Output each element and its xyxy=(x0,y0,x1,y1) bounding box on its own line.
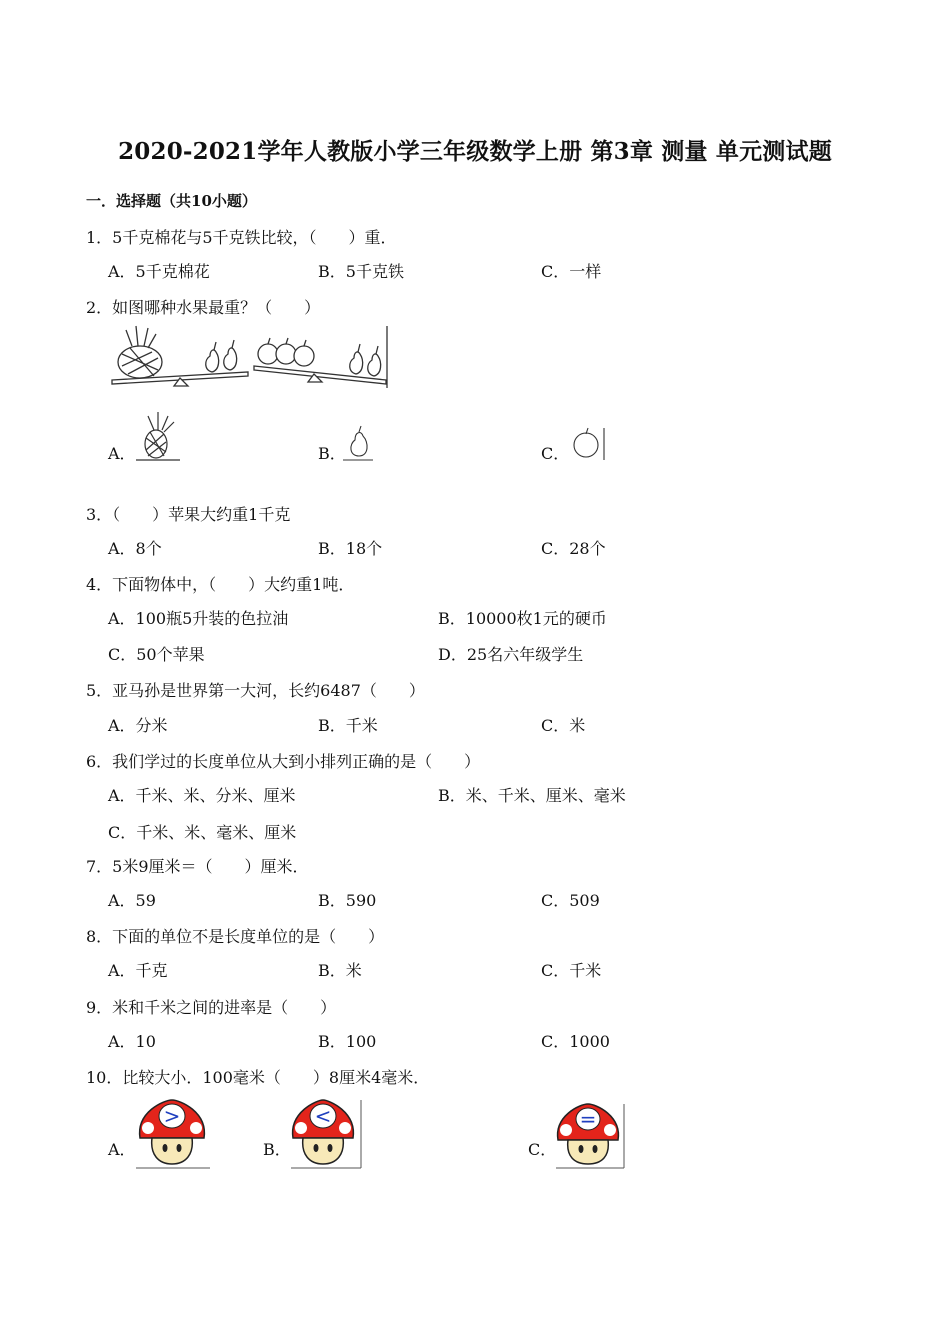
pineapple-icon xyxy=(136,410,182,462)
question-10: 10．比较大小．100毫米（ ）8厘米4毫米． xyxy=(86,1068,430,1087)
mushroom-greater-than-icon xyxy=(134,1098,212,1170)
question-7: 7．5米9厘米＝（ ）厘米． xyxy=(86,857,309,876)
q10-option-c-label: C． xyxy=(528,1140,557,1159)
page-title: 2020-2021学年人教版小学三年级数学上册 第3章 测量 单元测试题 xyxy=(118,138,832,165)
q6-option-b[interactable]: B．米、千米、厘米、毫米 xyxy=(438,786,626,805)
mushroom-symbol-c: = xyxy=(579,1107,597,1131)
q2-option-c-label: C． xyxy=(541,444,570,463)
question-2: 2．如图哪种水果最重？（ ） xyxy=(86,298,321,317)
q5-option-c[interactable]: C．米 xyxy=(541,716,586,735)
q1-option-b[interactable]: B．5千克铁 xyxy=(318,262,404,281)
q8-option-b[interactable]: B．米 xyxy=(318,961,362,980)
q7-option-b[interactable]: B．590 xyxy=(318,891,377,910)
q9-option-c[interactable]: C．1000 xyxy=(541,1032,610,1051)
q4-option-d[interactable]: D．25名六年级学生 xyxy=(438,645,584,664)
q6-option-a[interactable]: A．千米、米、分米、厘米 xyxy=(108,786,296,805)
q3-option-c[interactable]: C．28个 xyxy=(541,539,606,558)
question-8: 8．下面的单位不是长度单位的是（ ） xyxy=(86,927,385,946)
q9-option-a[interactable]: A．10 xyxy=(108,1032,156,1051)
question-9: 9．米和千米之间的进率是（ ） xyxy=(86,998,337,1017)
section-heading: 一．选择题（共10小题） xyxy=(86,192,257,210)
q4-option-c[interactable]: C．50个苹果 xyxy=(108,645,205,664)
balance-scales-figure xyxy=(108,322,390,390)
q10-option-c[interactable] xyxy=(528,1137,556,1160)
q10-option-b[interactable] xyxy=(263,1137,291,1160)
question-5: 5．亚马孙是世界第一大河，长约6487（ ） xyxy=(86,681,425,700)
q5-option-b[interactable]: B．千米 xyxy=(318,716,378,735)
q10-option-a-label: A． xyxy=(108,1140,136,1159)
q5-option-a[interactable]: A．分米 xyxy=(108,716,168,735)
apple-icon xyxy=(570,426,608,462)
q2-option-b[interactable] xyxy=(318,441,346,464)
q2-option-c[interactable] xyxy=(541,441,569,464)
q2-option-a[interactable] xyxy=(108,441,136,464)
q4-option-b[interactable]: B．10000枚1元的硬币 xyxy=(438,609,607,628)
pear-icon xyxy=(343,422,375,462)
q10-option-a[interactable] xyxy=(108,1137,136,1160)
q1-option-c[interactable]: C．一样 xyxy=(541,262,602,281)
q4-option-a[interactable]: A．100瓶5升装的色拉油 xyxy=(108,609,289,628)
q3-option-b[interactable]: B．18个 xyxy=(318,539,383,558)
mushroom-equals-icon xyxy=(554,1102,626,1170)
q7-option-c[interactable]: C．509 xyxy=(541,891,600,910)
question-1: 1．5千克棉花与5千克铁比较，（ ）重． xyxy=(86,228,397,247)
q3-option-a[interactable]: A．8个 xyxy=(108,539,162,558)
q6-option-c[interactable]: C．千米、米、毫米、厘米 xyxy=(108,823,297,842)
q7-option-a[interactable]: A．59 xyxy=(108,891,156,910)
q9-option-b[interactable]: B．100 xyxy=(318,1032,377,1051)
mushroom-symbol-b: < xyxy=(314,1104,332,1128)
q2-option-a-label: A． xyxy=(108,444,136,463)
question-6: 6．我们学过的长度单位从大到小排列正确的是（ ） xyxy=(86,752,481,771)
question-4: 4．下面物体中，（ ）大约重1吨． xyxy=(86,575,355,594)
q8-option-c[interactable]: C．千米 xyxy=(541,961,602,980)
mushroom-symbol-a: > xyxy=(163,1104,181,1128)
question-3: 3．（ ）苹果大约重1千克 xyxy=(86,505,291,524)
q2-option-b-label: B． xyxy=(318,444,346,463)
q1-option-a[interactable]: A．5千克棉花 xyxy=(108,262,210,281)
mushroom-less-than-icon xyxy=(289,1098,363,1170)
q8-option-a[interactable]: A．千克 xyxy=(108,961,168,980)
q10-option-b-label: B． xyxy=(263,1140,291,1159)
